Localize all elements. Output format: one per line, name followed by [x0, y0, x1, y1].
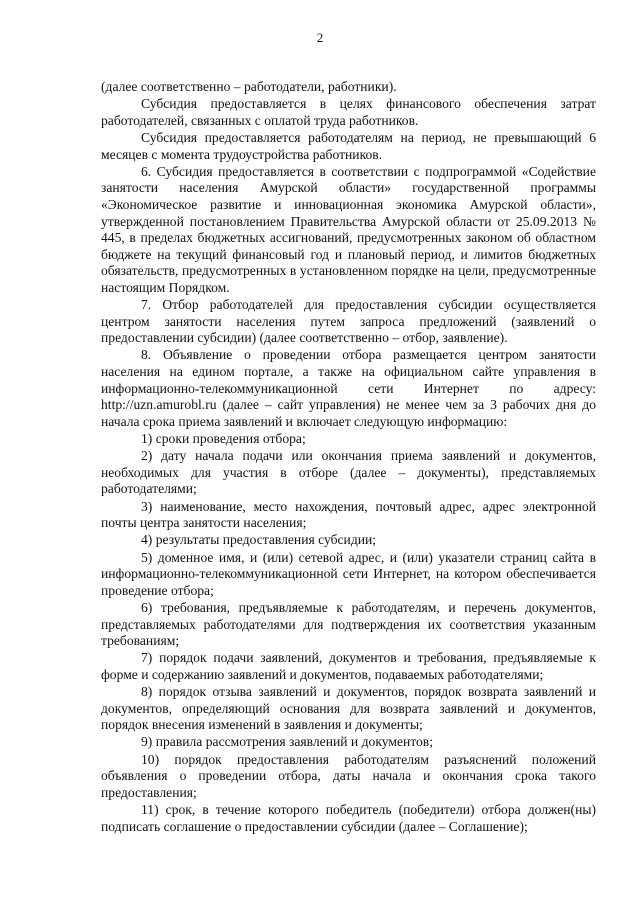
paragraph-item-7: 7. Отбор работодателей для предоставления субсидии осуществляется центром занятости населения путем запроса предложений (заявлений о предоставлении субсидии) (далее соответственно – отбор, заявление). — [101, 297, 596, 346]
paragraph-subsidy-period: Субсидия предоставляется работодателям на период, не превышающий 6 месяцев с момента трудоустройства работников. — [101, 129, 596, 162]
paragraph-item-8: 8. Объявление о проведении отбора размещается центром занятости населения на едином портале, а также на официальном сайте управления в информационно-телекоммуникационной сети Интернет по адресу: http://uzn.amurobl.ru (далее – сайт управления) не менее чем за 3 рабочих дня до начала срока приема заявлений и включает следующую информацию: — [101, 347, 596, 429]
list-item-6: 6) требования, предъявляемые к работодателям, и перечень документов, представляемых работодателями для подтверждения их соответствия указанным требованиям; — [101, 599, 596, 649]
list-item-10: 10) порядок предоставления работодателям разъяснений положений объявления о проведении отбора, даты начала и окончания срока такого предоставления; — [101, 751, 596, 800]
paragraph-continuation: (далее соответственно – работодатели, работники). — [101, 79, 397, 94]
list-item-1: 1) сроки проведения отбора; — [141, 431, 306, 447]
page-number: 2 — [316, 30, 324, 45]
list-item-11: 11) срок, в течение которого победитель (победители) отбора должен(ны) подписать соглашение о предоставлении субсидии (далее – Соглашение); — [101, 802, 596, 834]
paragraph-subsidy-purpose: Субсидия предоставляется в целях финансового обеспечения затрат работодателей, связанных с оплатой труда работников. — [101, 96, 596, 128]
list-item-2: 2) дату начала подачи или окончания приема заявлений и документов, необходимых для участия в отборе (далее – документы), представляемых работодателями; — [101, 448, 596, 497]
document-body — [101, 79, 596, 835]
paragraph-item-6: 6. Субсидия предоставляется в соответствии с подпрограммой «Содействие занятости населения Амурской области» государственной программы «Экономическое развитие и инновационная экономика Амурской области», утвержденной постановлением Правительства Амурской области от 25.09.2013 № 445, в пределах бюджетных ассигнований, предусмотренных законом об областном бюджете на текущий финансовый год и плановый период, и лимитов бюджетных обязательств, предусмотренных в установленном порядке на цели, предусмотренные настоящим Порядком. — [101, 163, 596, 295]
list-item-4: 4) результаты предоставления субсидии; — [141, 532, 377, 548]
list-item-9: 9) правила рассмотрения заявлений и документов; — [141, 734, 434, 750]
list-item-3: 3) наименование, место нахождения, почтовый адрес, адрес электронной почты центра занятости населения; — [101, 498, 596, 531]
list-item-7: 7) порядок подачи заявлений, документов и требования, предъявляемые к форме и содержанию заявлений и документов, подаваемых работодателями; — [101, 650, 596, 682]
list-item-8: 8) порядок отзыва заявлений и документов, порядок возврата заявлений и документов, определяющий основания для возврата заявлений и документов, порядок внесения изменений в заявления и документы; — [101, 684, 596, 733]
list-item-5: 5) доменное имя, и (или) сетевой адрес, и (или) указатели страниц сайта в информационно-телекоммуникационной сети Интернет, на котором обеспечивается проведение отбора; — [101, 549, 596, 598]
